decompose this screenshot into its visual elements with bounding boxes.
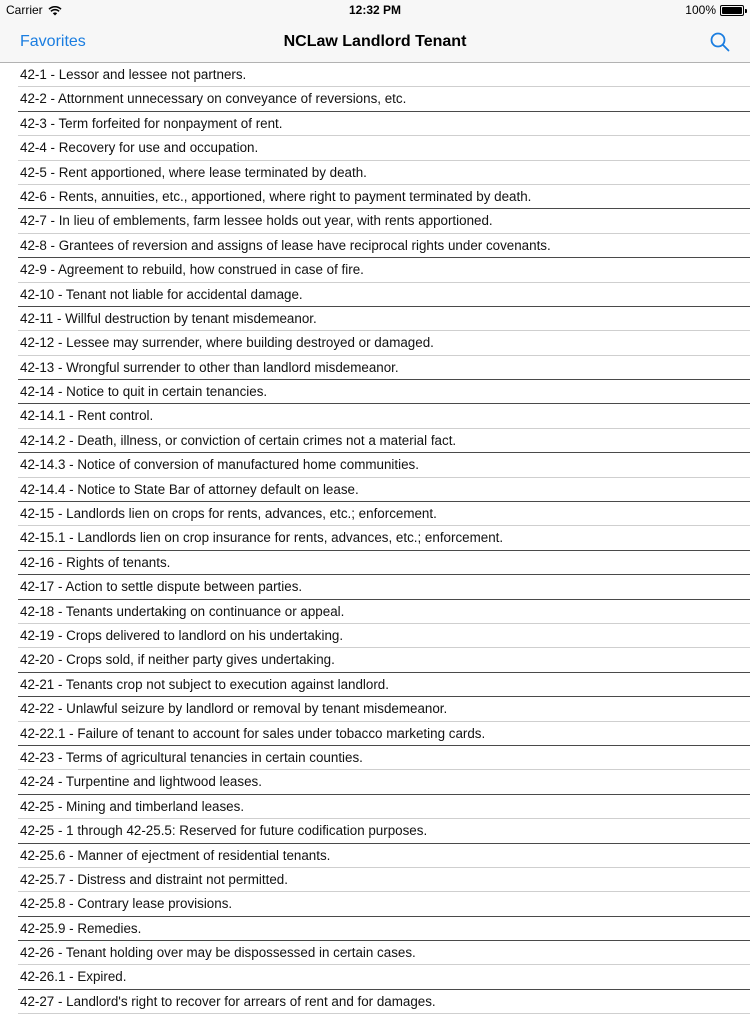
list-item-label: 42-14.3 - Notice of conversion of manufactured home communities. — [20, 457, 419, 473]
list-item[interactable] — [0, 234, 750, 258]
list-item[interactable] — [0, 575, 750, 599]
carrier-label: Carrier — [6, 3, 43, 17]
list-item[interactable] — [0, 526, 750, 550]
list-item-label: 42-15 - Landlords lien on crops for rents, advances, etc.; enforcement. — [20, 506, 437, 522]
list-item[interactable] — [0, 404, 750, 428]
list-item-label: 42-25.8 - Contrary lease provisions. — [20, 896, 233, 912]
list-item[interactable] — [0, 819, 750, 843]
list-item-label: 42-16 - Rights of tenants. — [20, 554, 171, 570]
list-item[interactable] — [0, 624, 750, 648]
status-bar — [0, 0, 750, 22]
list-item[interactable] — [0, 136, 750, 160]
list-item[interactable] — [0, 965, 750, 989]
list-item-label: 42-14.2 - Death, illness, or conviction of certain crimes not a material fact. — [20, 432, 457, 448]
list-item-label: 42-23 - Terms of agricultural tenancies in certain counties. — [20, 749, 363, 765]
list-item[interactable] — [0, 453, 750, 477]
list-item-label: 42-17 - Action to settle dispute between parties. — [20, 579, 303, 595]
list-item[interactable] — [0, 331, 750, 355]
section-list — [0, 63, 750, 1009]
list-item[interactable] — [0, 917, 750, 941]
list-item[interactable] — [0, 209, 750, 233]
list-item-label: 42-2 - Attornment unnecessary on conveyance of reversions, etc. — [20, 91, 407, 107]
list-item-label: 42-14 - Notice to quit in certain tenancies. — [20, 384, 268, 400]
battery-fill — [722, 7, 742, 14]
list-item-label: 42-20 - Crops sold, if neither party gives undertaking. — [20, 652, 335, 668]
list-item-label: 42-3 - Term forfeited for nonpayment of rent. — [20, 115, 283, 131]
list-item-label: 42-12 - Lessee may surrender, where building destroyed or damaged. — [20, 335, 434, 351]
list-item[interactable] — [0, 63, 750, 87]
list-item[interactable] — [0, 868, 750, 892]
battery-indicator — [685, 3, 744, 17]
battery-icon — [720, 5, 744, 16]
list-item[interactable] — [0, 258, 750, 282]
list-item-label: 42-25 - Mining and timberland leases. — [20, 798, 245, 814]
list-item[interactable] — [0, 892, 750, 916]
status-time: 12:32 PM — [348, 3, 402, 17]
list-item[interactable] — [0, 551, 750, 575]
list-item-label: 42-6 - Rents, annuities, etc., apportioned, where right to payment terminated by death. — [20, 188, 532, 204]
list-item-label: 42-22.1 - Failure of tenant to account for sales under tobacco marketing cards. — [20, 725, 486, 741]
list-item[interactable] — [0, 990, 750, 1014]
list-item[interactable] — [0, 185, 750, 209]
list-item[interactable] — [0, 746, 750, 770]
list-item-label: 42-19 - Crops delivered to landlord on his undertaking. — [20, 627, 344, 643]
list-item[interactable] — [0, 722, 750, 746]
list-item[interactable] — [0, 770, 750, 794]
list-item[interactable] — [0, 673, 750, 697]
list-item-label: 42-18 - Tenants undertaking on continuance or appeal. — [20, 603, 345, 619]
list-item[interactable] — [0, 600, 750, 624]
list-item-label: 42-5 - Rent apportioned, where lease terminated by death. — [20, 164, 367, 180]
list-item[interactable] — [0, 429, 750, 453]
list-item[interactable] — [0, 356, 750, 380]
list-item-label: 42-13 - Wrongful surrender to other than landlord misdemeanor. — [20, 359, 399, 375]
favorites-button[interactable]: Favorites — [20, 33, 86, 50]
list-item[interactable] — [0, 283, 750, 307]
list-item-label: 42-10 - Tenant not liable for accidental damage. — [20, 286, 303, 302]
list-item-label: 42-7 - In lieu of emblements, farm lessee holds out year, with rents apportioned. — [20, 213, 493, 229]
list-item-label: 42-22 - Unlawful seizure by landlord or removal by tenant misdemeanor. — [20, 701, 448, 717]
list-item[interactable] — [0, 478, 750, 502]
list-item-label: 42-14.4 - Notice to State Bar of attorney default on lease. — [20, 481, 359, 497]
list-item[interactable] — [0, 502, 750, 526]
list-item-label: 42-25.9 - Remedies. — [20, 920, 142, 936]
list-item-label: 42-4 - Recovery for use and occupation. — [20, 140, 259, 156]
list-item[interactable] — [0, 648, 750, 672]
list-item-label: 42-26 - Tenant holding over may be dispossessed in certain cases. — [20, 945, 416, 961]
list-item-label: 42-25 - 1 through 42-25.5: Reserved for future codification purposes. — [20, 823, 428, 839]
list-item[interactable] — [0, 795, 750, 819]
list-item[interactable] — [0, 380, 750, 404]
list-item[interactable] — [0, 87, 750, 111]
list-item-label: 42-9 - Agreement to rebuild, how construed in case of fire. — [20, 262, 364, 278]
list-item-label: 42-25.6 - Manner of ejectment of residential tenants. — [20, 847, 331, 863]
list-item-label: 42-25.7 - Distress and distraint not permitted. — [20, 871, 288, 887]
page-title: NCLaw Landlord Tenant — [283, 33, 467, 50]
battery-percent: 100% — [685, 3, 716, 17]
list-item-label: 42-8 - Grantees of reversion and assigns of lease have reciprocal rights under covenants. — [20, 237, 551, 253]
list-item[interactable] — [0, 844, 750, 868]
list-item-label: 42-14.1 - Rent control. — [20, 408, 154, 424]
list-item-label: 42-26.1 - Expired. — [20, 969, 127, 985]
list-item[interactable] — [0, 112, 750, 136]
list-item[interactable] — [0, 697, 750, 721]
list-item-label: 42-24 - Turpentine and lightwood leases. — [20, 774, 262, 790]
list-item-label: 42-11 - Willful destruction by tenant misdemeanor. — [20, 310, 317, 326]
search-icon[interactable] — [709, 31, 731, 53]
navigation-bar — [0, 22, 750, 63]
list-item[interactable] — [0, 161, 750, 185]
list-item-label: 42-27 - Landlord's right to recover for arrears of rent and for damages. — [20, 993, 436, 1009]
list-item[interactable] — [0, 941, 750, 965]
list-item-label: 42-21 - Tenants crop not subject to execution against landlord. — [20, 676, 389, 692]
list-item-label: 42-15.1 - Landlords lien on crop insurance for rents, advances, etc.; enforcement. — [20, 530, 504, 546]
list-item-label: 42-1 - Lessor and lessee not partners. — [20, 67, 247, 82]
list-item[interactable] — [0, 307, 750, 331]
